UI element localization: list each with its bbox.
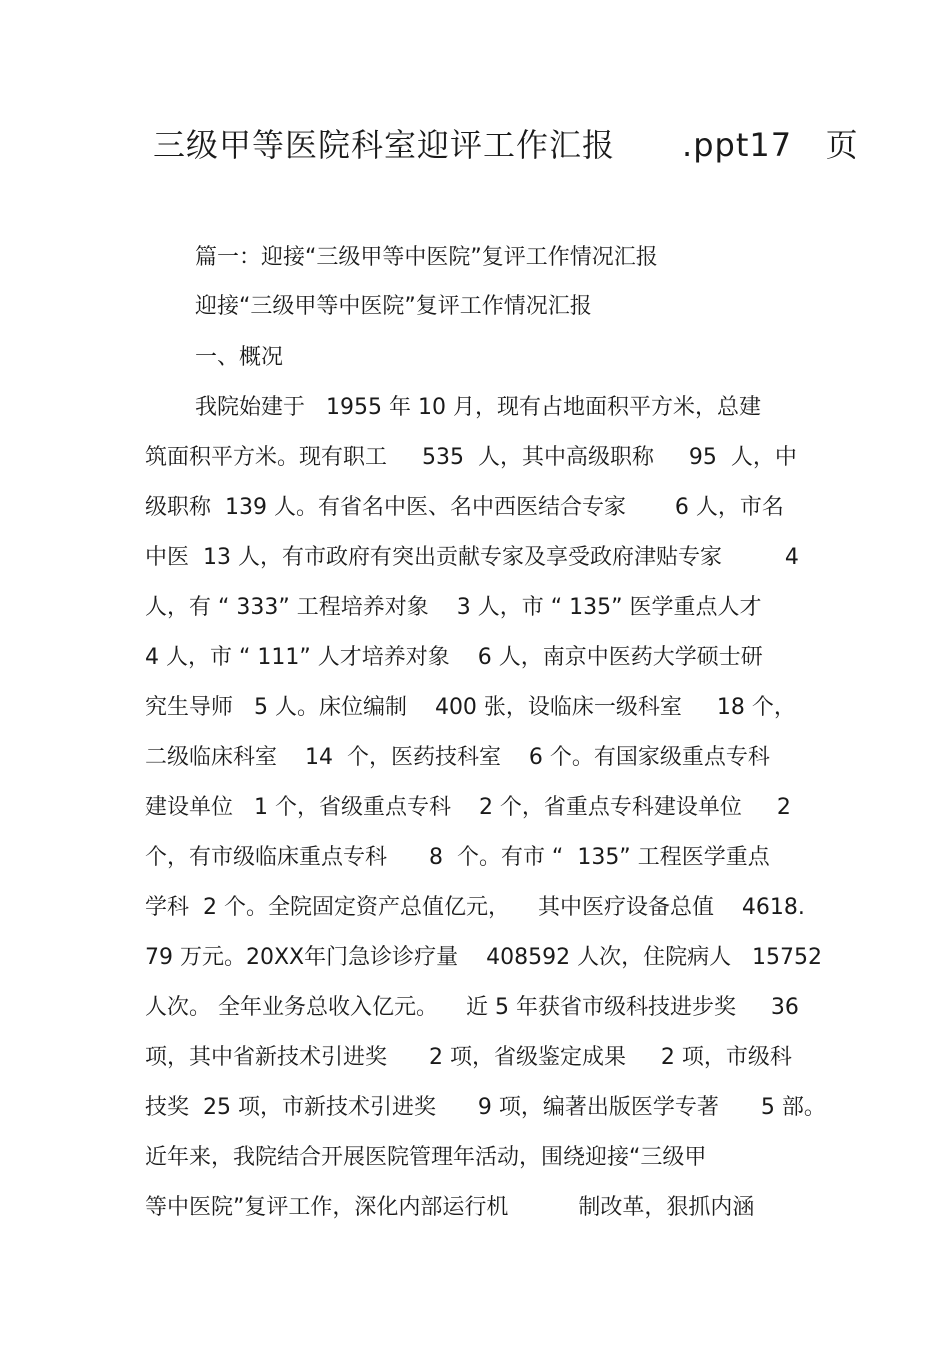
paragraph-line: 项，其中省新技术引进奖 2 项，省级鉴定成果 2 项，市级科 (145, 1045, 792, 1070)
paragraph-line: 学科 2 个。全院固定资产总值亿元， 其中医疗设备总值 4618. (145, 895, 805, 920)
paragraph-line: 究生导师 5 人。床位编制 400 张，设临床一级科室 18 个， (145, 695, 796, 720)
heading-part-one: 篇一：迎接“三级甲等中医院”复评工作情况汇报 (195, 245, 658, 270)
paragraph-line: 二级临床科室 14 个，医药技科室 6 个。有国家级重点专科 (145, 745, 770, 770)
paragraph-line: 4 人，市 “ 111” 人才培养对象 6 人，南京中医药大学硕士研 (145, 645, 763, 670)
paragraph-line: 79 万元。20XX年门急诊诊疗量 408592 人次，住院病人 15752 (145, 945, 823, 970)
paragraph-line: 个，有市级临床重点专科 8 个。有市 “ 135” 工程医学重点 (145, 845, 770, 870)
paragraph-line: 筑面积平方米。现有职工 535 人，其中高级职称 95 人，中 (145, 445, 797, 470)
document-title: 三级甲等医院科室迎评工作汇报 .ppt17 页 (153, 126, 859, 164)
paragraph-line: 技奖 25 项，市新技术引进奖 9 项，编著出版医学专著 5 部。 (145, 1095, 826, 1120)
paragraph-line: 建设单位 1 个，省级重点专科 2 个，省重点专科建设单位 2 (145, 795, 791, 820)
paragraph-line: 级职称 139 人。有省名中医、名中西医结合专家 6 人，市名 (145, 495, 784, 520)
paragraph-line: 人次。 全年业务总收入亿元。 近 5 年获省市级科技进步奖 36 (145, 995, 799, 1020)
paragraph-line: 中医 13 人，有市政府有突出贡献专家及享受政府津贴专家 4 (145, 545, 799, 570)
heading-report: 迎接“三级甲等中医院”复评工作情况汇报 (195, 294, 592, 319)
paragraph-line: 人，有 “ 333” 工程培养对象 3 人，市 “ 135” 医学重点人才 (145, 595, 762, 620)
paragraph-line: 我院始建于 1955 年 10 月，现有占地面积平方米，总建 (195, 395, 761, 420)
section-overview: 一、概况 (195, 345, 284, 370)
paragraph-line: 等中医院”复评工作，深化内部运行机 制改革，狠抓内涵 (145, 1195, 755, 1220)
paragraph-line: 近年来，我院结合开展医院管理年活动，围绕迎接“三级甲 (145, 1145, 707, 1170)
